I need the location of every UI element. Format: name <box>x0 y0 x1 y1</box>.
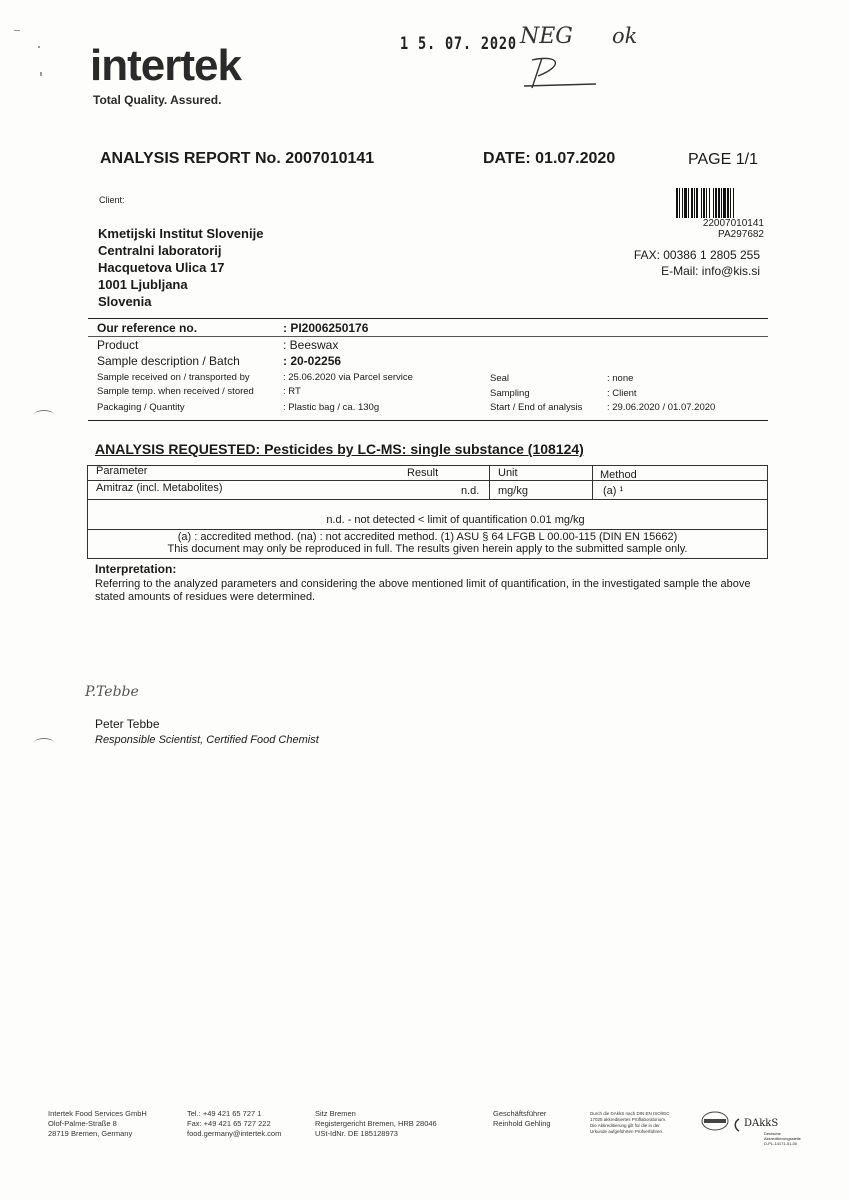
barcode-bar <box>694 188 695 218</box>
handwritten-initials <box>520 52 600 92</box>
divider <box>88 318 768 319</box>
client-line: Kmetijski Institut Slovenije <box>98 226 264 241</box>
table-divider <box>87 529 768 530</box>
product-label: Product <box>97 338 139 352</box>
handwritten-ok: ok <box>612 24 638 48</box>
temp-value: : RT <box>283 386 301 397</box>
header-unit: Unit <box>498 467 518 479</box>
barcode-number-value: 22007010141 <box>702 218 764 229</box>
received-row <box>0 372 850 384</box>
footer-line: food.germany@intertek.com <box>187 1129 282 1138</box>
footer-line: Intertek Food Services GmbH <box>48 1109 147 1118</box>
client-line: Slovenia <box>98 294 152 309</box>
barcode-bar <box>688 188 689 218</box>
barcode-bar <box>718 188 720 218</box>
client-line: Centralni laboratorij <box>98 243 222 258</box>
dakks-bracket-icon <box>733 1118 741 1132</box>
product-value: : Beeswax <box>283 338 339 352</box>
punch-hole-mark <box>34 410 54 420</box>
interpretation-text: Referring to the analyzed parameters and considering the above mentioned limit of quantification, in the investigated sample the above stated amounts of residues were determined. <box>95 578 751 603</box>
footer-line: Fax: +49 421 65 727 222 <box>187 1119 271 1128</box>
footer-line: D-PL-14171-01-00 <box>764 1141 798 1146</box>
footer-line: 17025 akkreditiertes Prüflaboratorium. <box>590 1117 667 1122</box>
received-value: : 25.06.2020 via Parcel service <box>283 372 413 383</box>
footer-company <box>48 1109 147 1139</box>
packaging-label: Packaging / Quantity <box>97 402 185 413</box>
footer-line: Sitz Bremen <box>315 1109 356 1118</box>
cell-method: (a) ¹ <box>603 485 624 497</box>
signatory-role: Responsible Scientist, Certified Food Chemist <box>95 734 319 746</box>
report-title: ANALYSIS REPORT No. 2007010141 <box>100 150 375 167</box>
client-label: Client: <box>99 195 125 205</box>
footer-line: Geschäftsführer <box>493 1109 547 1118</box>
handwritten-note: NEG <box>520 24 573 49</box>
barcode-bar <box>733 188 734 218</box>
cell-result: n.d. <box>461 485 480 497</box>
reference-label: Our reference no. <box>97 321 198 335</box>
footer-line: USt-IdNr. DE 185128973 <box>315 1129 398 1138</box>
barcode-bar <box>676 188 678 218</box>
client-line: 1001 Ljubljana <box>98 277 188 292</box>
loq-note: n.d. - not detected < limit of quantification 0.01 mg/kg <box>326 514 585 526</box>
scan-mark <box>14 30 20 31</box>
barcode-bar <box>691 188 693 218</box>
analysis-period-label: Start / End of analysis <box>490 402 583 413</box>
client-email: E-Mail: info@kis.si <box>661 264 760 278</box>
barcode-number <box>680 218 764 240</box>
sampling-value: : Client <box>607 388 637 399</box>
divider <box>88 420 768 421</box>
packaging-row <box>0 402 850 414</box>
reproduction-note: This document may only be reproduced in full. The results given herein apply to the submitted sample only. <box>167 543 688 555</box>
barcode-bar <box>682 188 683 218</box>
scan-mark <box>40 72 42 76</box>
footer-line: Die Akkreditierung gilt für die in der <box>590 1123 660 1128</box>
sampling-label: Sampling <box>490 388 530 399</box>
barcode-bar <box>701 188 702 218</box>
footer-line: Reinhold Gehling <box>493 1119 551 1128</box>
scan-mark <box>38 46 40 48</box>
footer-line: Urkunde aufgeführten Prüfverfahren. <box>590 1129 664 1134</box>
barcode-bar <box>679 188 680 218</box>
barcode-bar <box>723 188 726 218</box>
method-note: (a) : accredited method. (na) : not accredited method. (1) ASU § 64 LFGB L 00.00-115 (DIN EN 15662) <box>177 531 678 543</box>
received-date-stamp: 1 5. 07. 2020 <box>400 34 517 54</box>
barcode-bar <box>715 188 717 218</box>
received-label: Sample received on / transported by <box>97 372 250 383</box>
cell-unit: mg/kg <box>498 485 528 497</box>
footer-registry <box>315 1109 437 1139</box>
barcode-bar <box>727 188 729 218</box>
barcode-bar <box>730 188 731 218</box>
client-contact <box>560 247 760 279</box>
reference-value: : PI2006250176 <box>283 321 369 335</box>
footer-line: Tel.: +49 421 65 727 1 <box>187 1109 262 1118</box>
reference-row <box>0 321 850 335</box>
temp-label: Sample temp. when received / stored <box>97 386 254 397</box>
table-divider <box>489 465 490 499</box>
barcode-bar <box>696 188 698 218</box>
signature: P.Tebbe <box>85 684 139 700</box>
analysis-period-value: : 29.06.2020 / 01.07.2020 <box>607 402 716 413</box>
barcode-code: PA297682 <box>718 229 764 240</box>
page-number: PAGE 1/1 <box>688 151 758 168</box>
divider <box>88 336 768 337</box>
barcode-bar <box>709 188 710 218</box>
barcode-bar <box>684 188 687 218</box>
seal-value: : none <box>607 373 634 384</box>
dakks-subtext <box>764 1131 801 1146</box>
sample-value: : 20-02256 <box>283 354 342 368</box>
footer-line: Durch die DAkkS nach DIN EN ISO/IEC <box>590 1111 670 1116</box>
footer-accreditation <box>590 1111 670 1135</box>
table-divider <box>592 465 593 499</box>
analysis-title: ANALYSIS REQUESTED: Pesticides by LC-MS: single substance (108124) <box>95 441 584 457</box>
logo-tagline: Total Quality. Assured. <box>93 93 222 107</box>
client-address <box>98 225 263 310</box>
footer-line: Akkreditierungsstelle <box>764 1136 801 1141</box>
sample-row <box>0 354 850 368</box>
dakks-logo: DAkkS <box>744 1118 779 1129</box>
barcode-bar <box>703 188 705 218</box>
footer-line: Deutsche <box>764 1131 781 1136</box>
cell-parameter: Amitraz (incl. Metabolites) <box>96 482 223 494</box>
header-parameter: Parameter <box>96 465 148 477</box>
header-result: Result <box>407 467 439 479</box>
signatory-name: Peter Tebbe <box>95 717 160 731</box>
footer-contact <box>187 1109 281 1139</box>
barcode-bar <box>721 188 722 218</box>
packaging-value: : Plastic bag / ca. 130g <box>283 402 380 413</box>
footer-line: Olof-Palme-Straße 8 <box>48 1119 117 1128</box>
seal-label: Seal <box>490 373 510 384</box>
barcode-bar <box>713 188 714 218</box>
barcode <box>676 188 764 218</box>
table-divider <box>87 499 768 500</box>
intertek-logo: intertek <box>90 41 241 90</box>
barcode-bar <box>706 188 707 218</box>
footer-management <box>493 1109 551 1129</box>
footer-line: Registergericht Bremen, HRB 28046 <box>315 1119 437 1128</box>
client-fax: FAX: 00386 1 2805 255 <box>633 248 760 262</box>
table-divider <box>87 480 768 481</box>
temp-row <box>0 386 850 398</box>
punch-hole-mark <box>34 738 54 748</box>
interpretation-title: Interpretation: <box>95 562 177 576</box>
product-row <box>0 338 850 352</box>
report-date: DATE: 01.07.2020 <box>483 150 616 167</box>
sample-label: Sample description / Batch <box>97 354 240 368</box>
client-line: Hacquetova Ulica 17 <box>98 260 225 275</box>
iso-seal-icon <box>700 1110 730 1132</box>
footer-line: 28719 Bremen, Germany <box>48 1129 133 1138</box>
header-method: Method <box>600 469 637 481</box>
